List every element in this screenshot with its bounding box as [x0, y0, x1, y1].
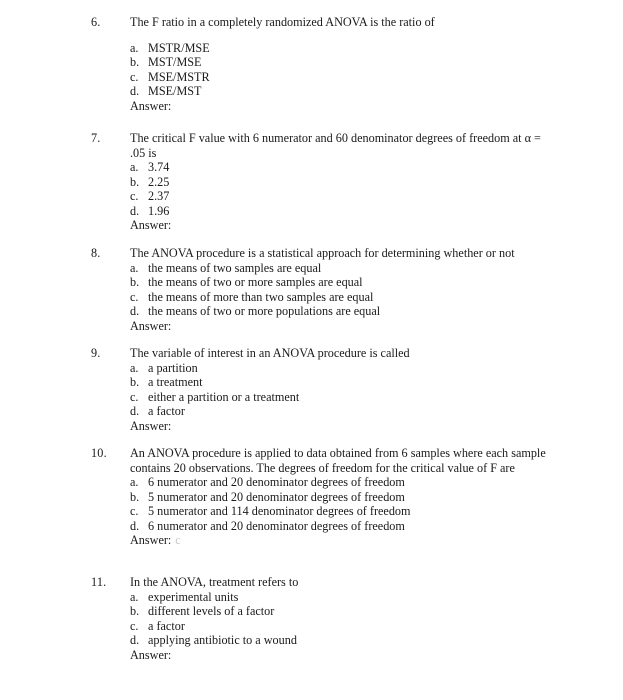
option-letter: a.	[130, 260, 139, 275]
option-d	[130, 519, 550, 534]
option-text: the means of two samples are equal	[148, 260, 322, 275]
option-letter: b.	[130, 174, 140, 189]
option-text: 1.96	[148, 203, 170, 218]
answer-line	[130, 218, 550, 233]
option-letter: d.	[130, 304, 140, 318]
option-text: 3.74	[148, 160, 170, 174]
option-text: different levels of a factor	[148, 604, 275, 618]
answer-value: c	[175, 533, 181, 547]
option-text: MSE/MSTR	[148, 69, 210, 84]
question-body	[130, 575, 550, 662]
question-number: 11.	[91, 575, 107, 589]
option-letter: a.	[130, 475, 139, 489]
question-stem: The critical F value with 6 numerator and 60 denominator degrees of freedom at α = .05 is	[130, 131, 541, 160]
answer-label: Answer:	[130, 418, 172, 433]
option-c	[130, 189, 550, 204]
question-number: 9.	[91, 346, 101, 360]
option-letter: d.	[130, 203, 140, 218]
option-letter: b.	[130, 275, 140, 289]
option-text: 2.25	[148, 174, 170, 189]
option-c	[130, 290, 550, 305]
option-letter: c.	[130, 389, 139, 404]
option-letter: b.	[130, 604, 140, 618]
option-b	[130, 490, 550, 505]
option-text: a treatment	[148, 375, 203, 389]
option-text: 6 numerator and 20 denominator degrees of freedom	[148, 475, 405, 489]
option-text: a factor	[148, 618, 185, 633]
option-text: 6 numerator and 20 denominator degrees of freedom	[148, 518, 405, 533]
option-text: MSE/MST	[148, 84, 202, 98]
option-text: the means of more than two samples are equal	[148, 289, 374, 304]
question-stem: In the ANOVA, treatment refers to	[130, 575, 299, 589]
answer-label: Answer:	[130, 318, 172, 333]
answer-line	[130, 533, 550, 548]
question-body	[130, 131, 550, 233]
question-stem: An ANOVA procedure is applied to data obtained from 6 samples where each sample contains 20 observations. The degrees of freedom for the critical value of F are	[130, 446, 546, 475]
option-letter: d.	[130, 633, 140, 647]
question-number: 6.	[91, 15, 101, 29]
option-letter: c.	[130, 504, 139, 518]
option-c	[130, 390, 550, 405]
option-a	[130, 590, 550, 605]
question-stem: The F ratio in a completely randomized ANOVA is the ratio of	[130, 15, 435, 29]
answer-label: Answer:	[130, 533, 172, 547]
option-c	[130, 504, 550, 519]
option-list	[130, 160, 550, 218]
option-list	[130, 261, 550, 319]
option-list	[130, 475, 550, 533]
option-letter: c.	[130, 289, 139, 304]
question-body	[130, 15, 550, 113]
option-a	[130, 261, 550, 276]
option-text: either a partition or a treatment	[148, 389, 300, 404]
option-text: 2.37	[148, 189, 170, 203]
option-list	[130, 590, 550, 648]
option-letter: a.	[130, 589, 139, 604]
option-text: a factor	[148, 404, 185, 418]
answer-line	[130, 319, 550, 334]
option-letter: a.	[130, 360, 139, 375]
option-text: the means of two or more samples are equal	[148, 275, 363, 289]
question-body	[130, 346, 550, 433]
option-d	[130, 84, 550, 99]
option-text: MST/MSE	[148, 55, 202, 69]
option-a	[130, 361, 550, 376]
option-b	[130, 604, 550, 619]
answer-line	[130, 99, 550, 114]
option-b	[130, 275, 550, 290]
option-letter: d.	[130, 404, 140, 418]
option-text: a partition	[148, 360, 198, 375]
option-letter: c.	[130, 618, 139, 633]
answer-label: Answer:	[130, 647, 172, 662]
option-letter: a.	[130, 40, 139, 55]
option-letter: b.	[130, 375, 140, 389]
option-d	[130, 404, 550, 419]
option-list	[130, 41, 550, 99]
question-stem: The ANOVA procedure is a statistical approach for determining whether or not	[130, 246, 515, 260]
option-d	[130, 633, 550, 648]
option-c	[130, 70, 550, 85]
option-letter: d.	[130, 84, 140, 98]
answer-label: Answer:	[130, 98, 172, 113]
option-c	[130, 619, 550, 634]
option-d	[130, 204, 550, 219]
option-letter: d.	[130, 518, 140, 533]
option-list	[130, 361, 550, 419]
option-b	[130, 375, 550, 390]
question-stem: The variable of interest in an ANOVA procedure is called	[130, 346, 410, 360]
option-b	[130, 55, 550, 70]
option-letter: c.	[130, 69, 139, 84]
question-number: 7.	[91, 131, 101, 145]
answer-line	[130, 419, 550, 434]
option-a	[130, 41, 550, 56]
option-letter: a.	[130, 160, 139, 174]
question-body	[130, 446, 550, 548]
option-a	[130, 475, 550, 490]
answer-label: Answer:	[130, 218, 172, 232]
option-letter: b.	[130, 55, 140, 69]
option-text: experimental units	[148, 589, 239, 604]
option-text: MSTR/MSE	[148, 40, 210, 55]
question-number: 10.	[91, 446, 107, 460]
option-b	[130, 175, 550, 190]
question-body	[130, 246, 550, 333]
option-text: applying antibiotic to a wound	[148, 633, 297, 647]
answer-line	[130, 648, 550, 663]
option-letter: c.	[130, 189, 139, 203]
option-text: 5 numerator and 114 denominator degrees of freedom	[148, 504, 411, 518]
option-text: 5 numerator and 20 denominator degrees of freedom	[148, 489, 405, 504]
question-number: 8.	[91, 246, 101, 260]
option-d	[130, 304, 550, 319]
option-letter: b.	[130, 489, 140, 504]
option-text: the means of two or more populations are equal	[148, 304, 381, 318]
option-a	[130, 160, 550, 175]
